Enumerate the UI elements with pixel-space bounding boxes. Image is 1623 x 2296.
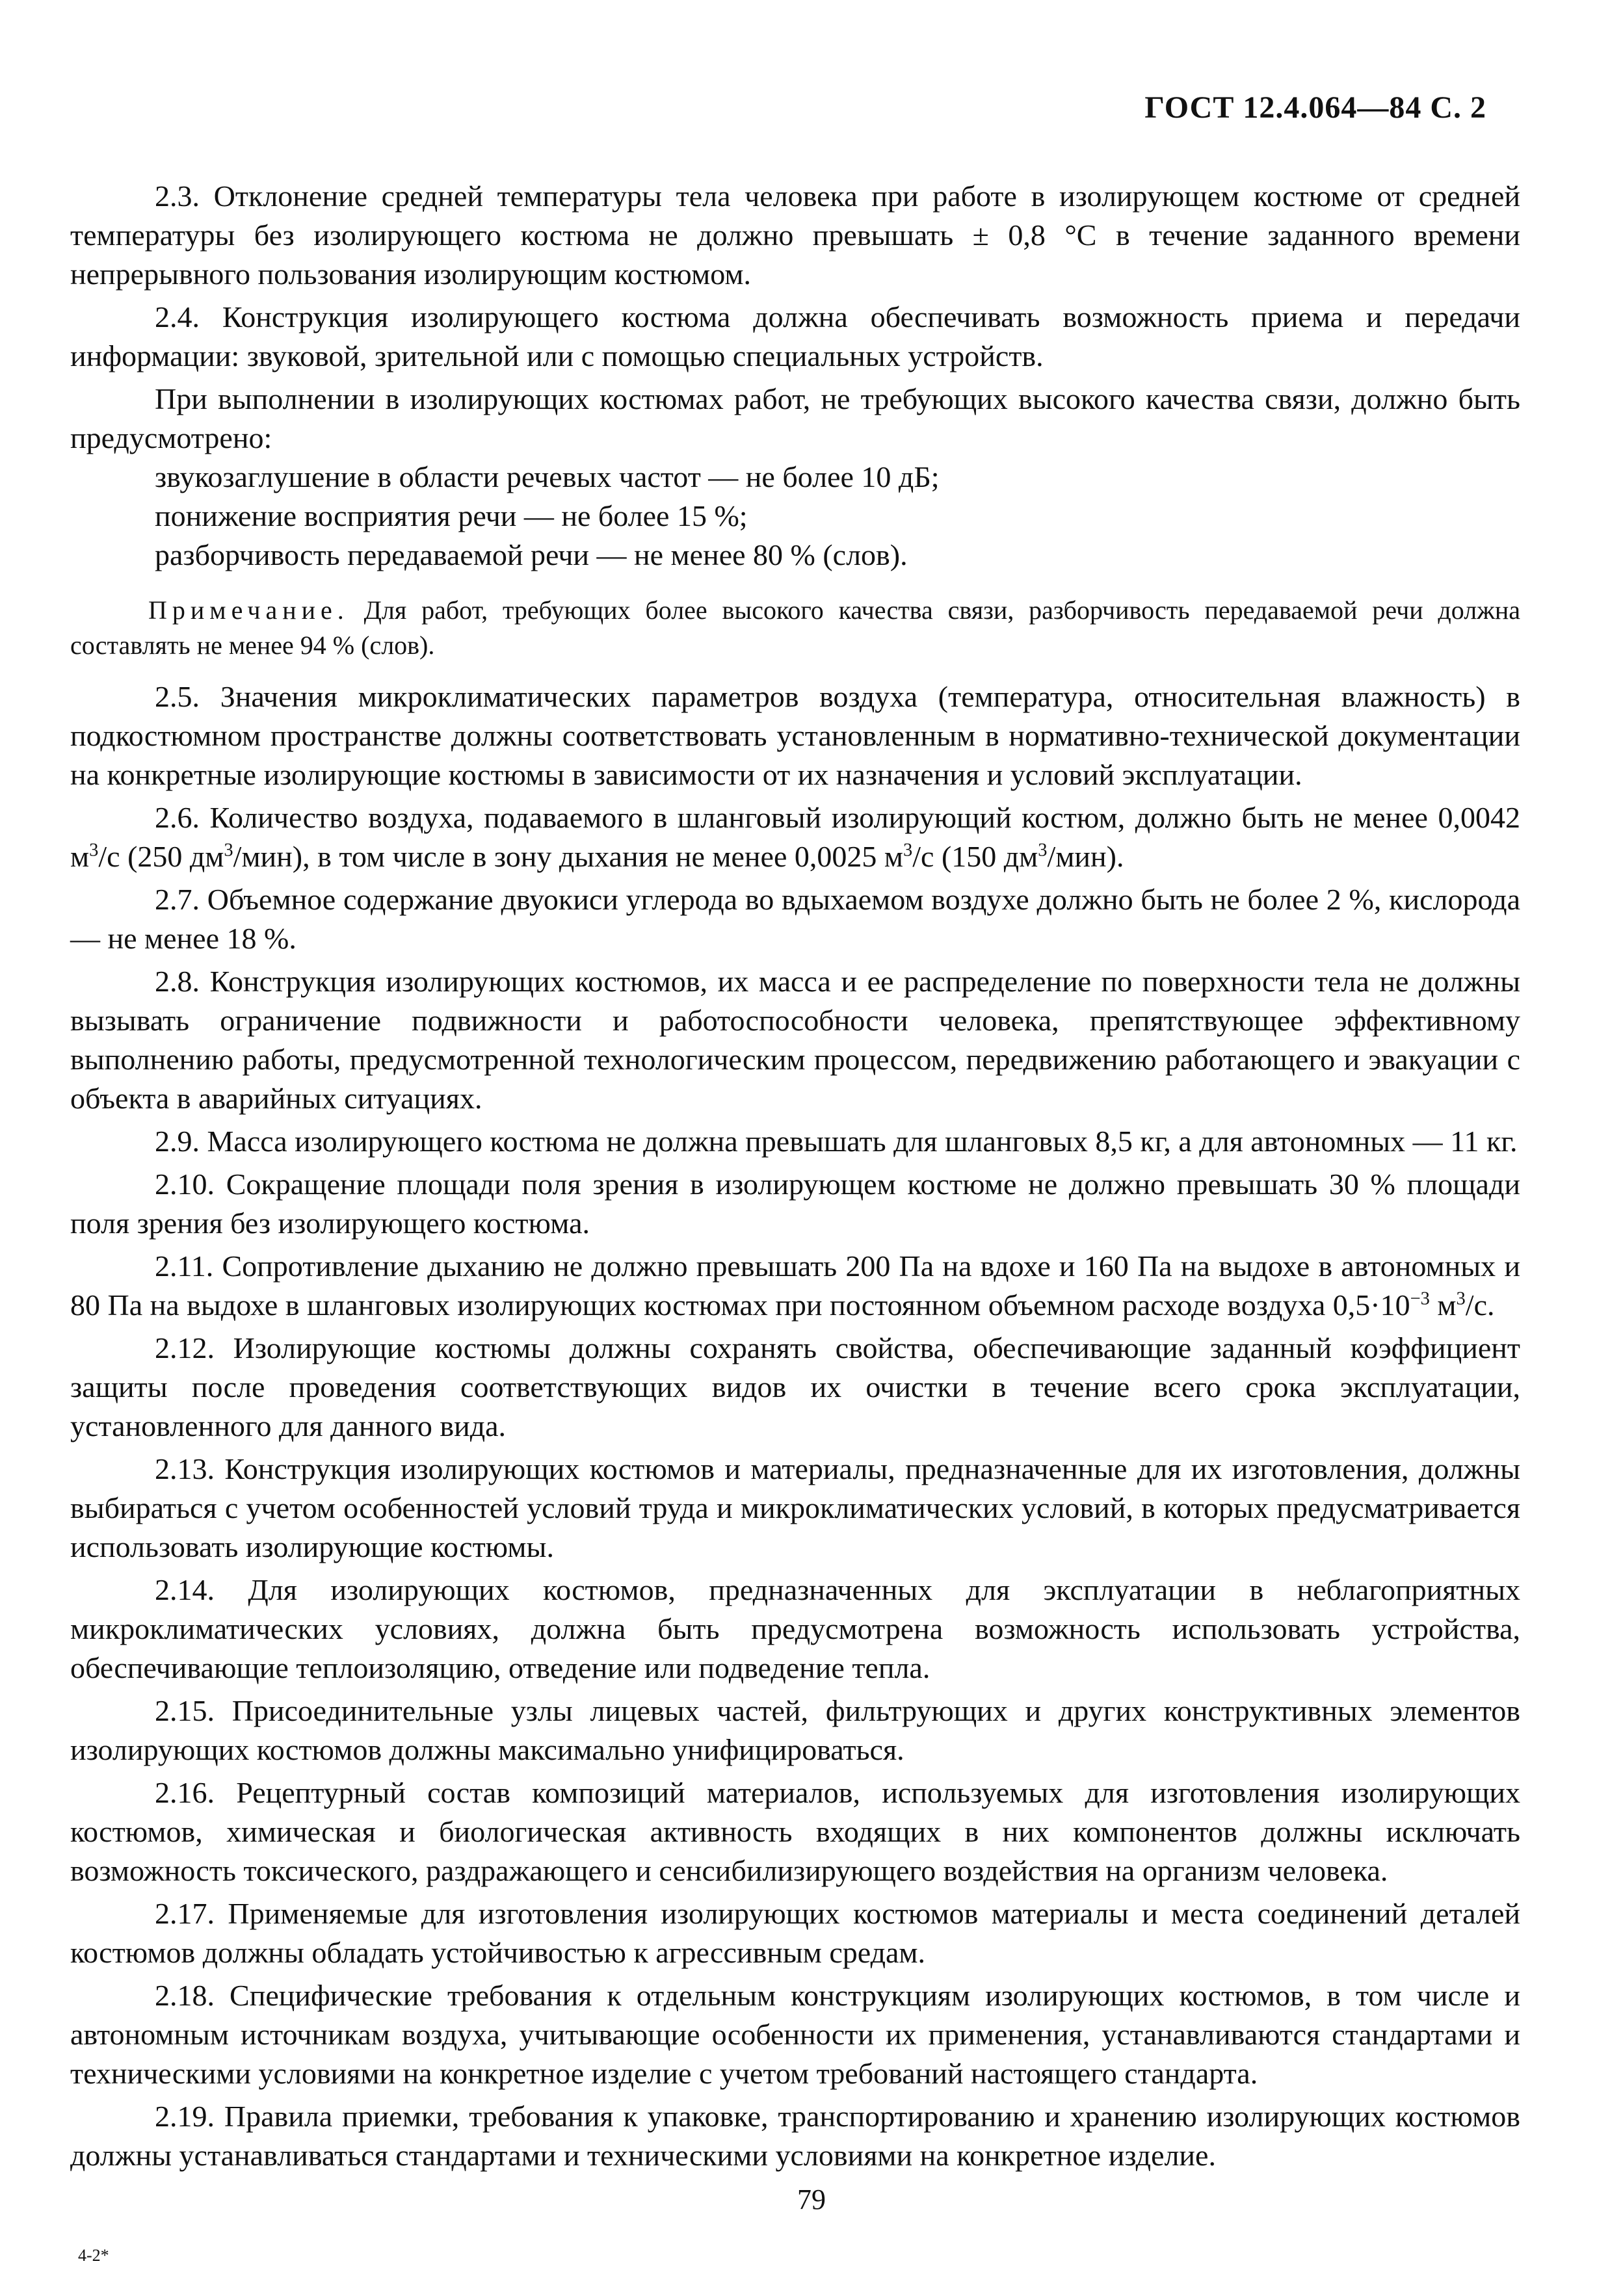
note [70,593,1520,663]
document-body [70,177,1520,2175]
list-item: звукозаглушение в области речевых частот — не более 10 дБ; [155,460,940,493]
paragraph-2-19: 2.19. Правила приемки, требования к упаковке, транспортированию и хранению изолирующих костюмов должны устанавливаться стандартами и техническими условиями на конкретное изделие. [70,2100,1520,2172]
paragraph-2-5: 2.5. Значения микроклиматических параметров воздуха (температура, относительная влажность) в подкостюмном пространстве должны соответствовать установленным в нормативно-технической документации на конкретные изолирующие костюмы в зависимости от их назначения и условий эксплуатации. [70,680,1520,791]
paragraph-2-7: 2.7. Объемное содержание двуокиси углерода во вдыхаемом воздухе должно быть не более 2 %, кислорода — не менее 18 %. [70,883,1520,955]
paragraph-2-9: 2.9. Масса изолирующего костюма не должна превышать для шланговых 8,5 кг, а для автономных — 11 кг. [155,1125,1518,1158]
paragraph-2-4: 2.4. Конструкция изолирующего костюма должна обеспечивать возможность приема и передачи информации: звуковой, зрительной или с помощью специальных устройств. [70,300,1520,372]
list-item: понижение восприятия речи — не более 15 %; [155,499,748,532]
paragraph-2-18: 2.18. Специфические требования к отдельным конструкциям изолирующих костюмов, в том числе и автономным источникам воздуха, учитывающие особенности их применения, устанавливаются стандартами и техническими условиями на конкретное изделие с учетом требований настоящего стандарта. [70,1979,1520,2090]
page-number: 79 [797,2184,826,2215]
paragraph-2-3: 2.3. Отклонение средней температуры тела человека при работе в изолирующем костюме от средней температуры без изолирующего костюма не должно превышать ± 0,8 °С в течение заданного времени непрерывного пользования изолирующим костюмом. [70,179,1520,291]
paragraph-2-8: 2.8. Конструкция изолирующих костюмов, их масса и ее распределение по поверхности тела не должны вызывать ограничение подвижности и работоспособности человека, препятствующее эффективному выполнению работы, предусмотренной технологическим процессом, передвижению работающего и эвакуации с объекта в аварийных ситуациях. [70,965,1520,1115]
paragraph-2-14: 2.14. Для изолирующих костюмов, предназначенных для эксплуатации в неблагоприятных микроклиматических условиях, должна быть предусмотрена возможность использовать устройства, обеспечивающие теплоизоляцию, отведение или подведение тепла. [70,1573,1520,1684]
paragraph-2-17: 2.17. Применяемые для изготовления изолирующих костюмов материалы и места соединений деталей костюмов должны обладать устойчивостью к агрессивным средам. [70,1897,1520,1969]
paragraph-communication: При выполнении в изолирующих костюмах работ, не требующих высокого качества связи, должно быть предусмотрено: [70,382,1520,454]
note-text: Для работ, требующих более высокого качества связи, разборчивость передаваемой речи должна составлять не менее 94 % (слов). [70,595,1520,660]
footer-mark: 4-2* [78,2246,109,2265]
paragraph-2-10: 2.10. Сокращение площади поля зрения в изолирующем костюме не должно превышать 30 % площади поля зрения без изолирующего костюма. [70,1168,1520,1240]
paragraph-2-13: 2.13. Конструкция изолирующих костюмов и материалы, предназначенные для их изготовления, должны выбираться с учетом особенностей условий труда и микроклиматических условий, в которых предусматривается использовать изолирующие костюмы. [70,1452,1520,1563]
paragraph-2-11: 2.11. Сопротивление дыханию не должно превышать 200 Па на вдохе и 160 Па на выдохе в автономных и 80 Па на выдохе в шланговых изолирующих костюмах при постоянном объемном расходе воздуха $0,5\cdot 10^{-3}$ $м^3/с$. [70,1249,1520,1322]
paragraph-2-16: 2.16. Рецептурный состав композиций материалов, используемых для изготовления изолирующих костюмов, химическая и биологическая активность входящих в них компонентов должны исключать возможность токсического, раздражающего и сенсибилизирующего воздействия на организм человека. [70,1776,1520,1887]
page-header: ГОСТ 12.4.064—84 С. 2 [1144,90,1486,125]
note-label: Примечание. [148,595,349,625]
paragraph-2-12: 2.12. Изолирующие костюмы должны сохранять свойства, обеспечивающие заданный коэффициент защиты после проведения соответствующих видов их очистки в течение всего срока эксплуатации, установленного для данного вида. [70,1331,1520,1442]
list-item: разборчивость передаваемой речи — не менее 80 % (слов). [155,538,908,571]
paragraph-2-15: 2.15. Присоединительные узлы лицевых частей, фильтрующих и других конструктивных элементов изолирующих костюмов должны максимально унифицироваться. [70,1694,1520,1766]
paragraph-2-6: 2.6. Количество воздуха, подаваемого в шланговый изолирующий костюм, должно быть не менее 0,0042 $м^3/с$ (250 $дм^3/мин$), в том числе в зону дыхания не менее 0,0025 $м^3/с$ (150 $дм^3/мин$). [70,801,1520,873]
